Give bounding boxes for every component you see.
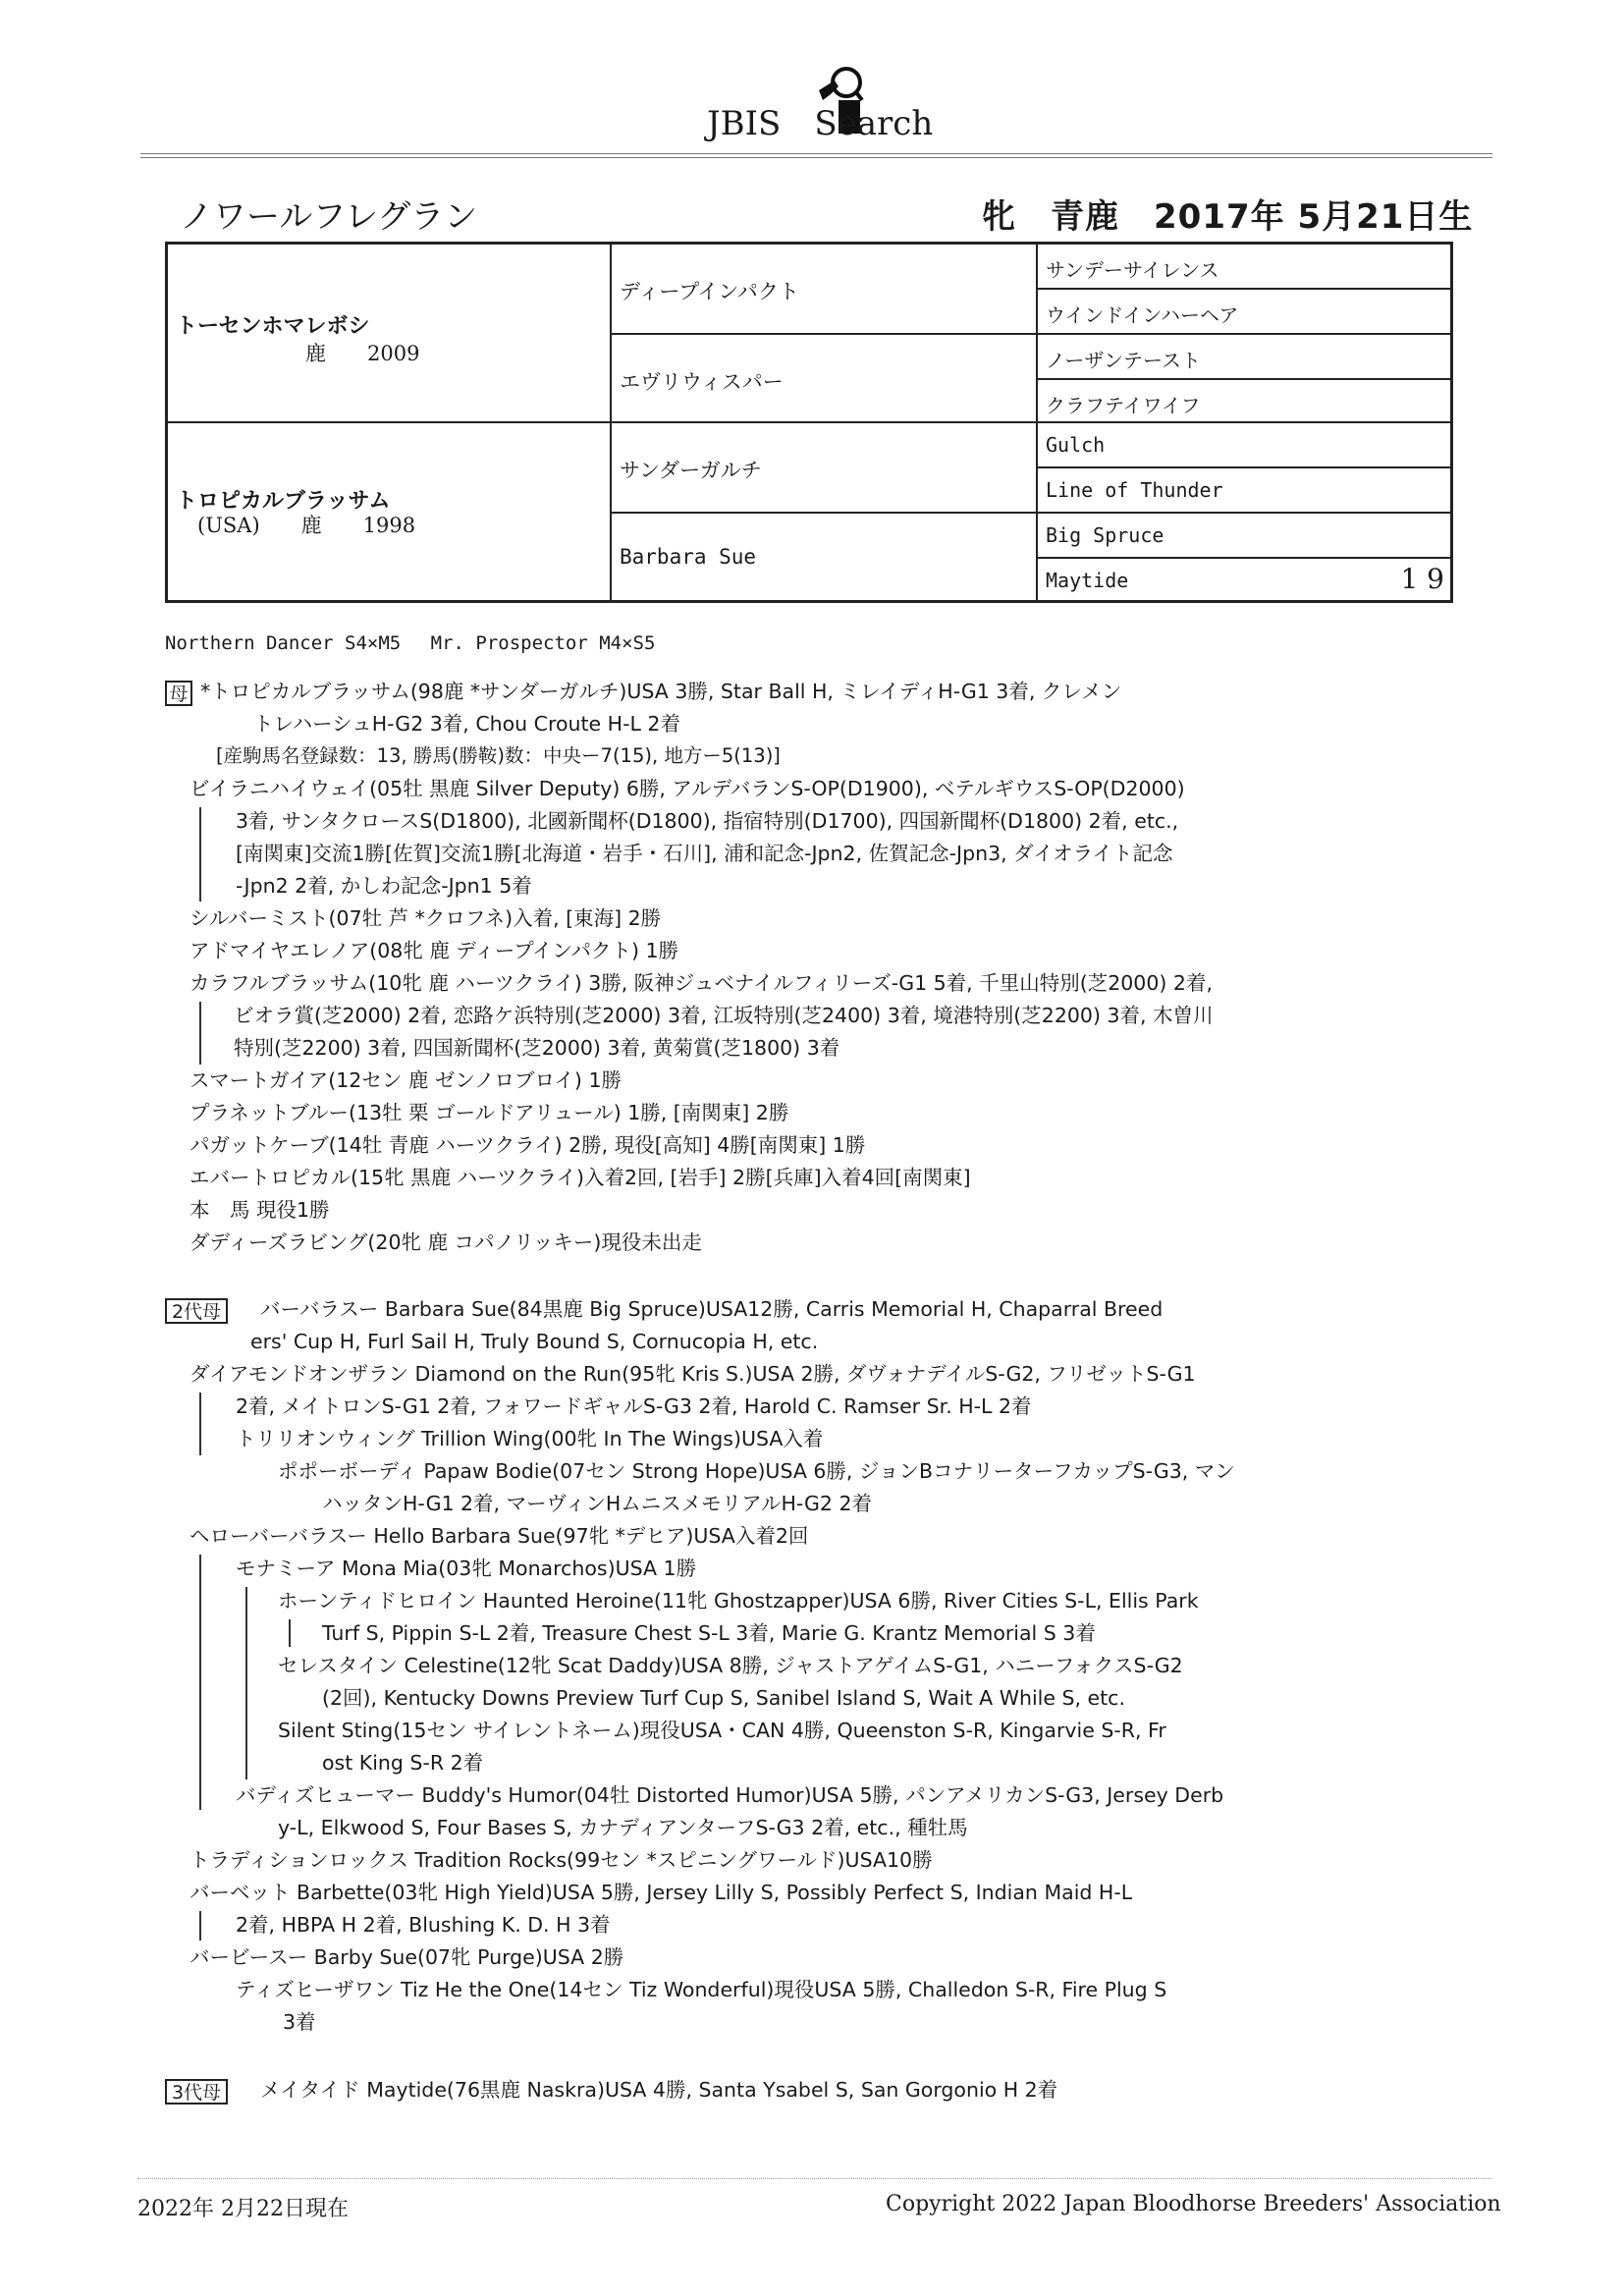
pedigree-dam-name: トロピカルブラッサム: [176, 489, 391, 514]
family-line: セレスタイン Celestine(12牝 Scat Daddy)USA 8勝, ジャストアゲイムS-G1, ハニーフォクスS-G2: [278, 1654, 1183, 1677]
progeny-line: シルバーミスト(07牡 芦 *クロフネ)入着, [東海] 2勝: [189, 906, 662, 930]
pedigree-g2-name: エヴリウィスパー: [620, 370, 784, 394]
pedigree-g3-name: Gulch: [1046, 433, 1106, 457]
horse-name: ノワールフレグラン: [180, 197, 478, 237]
progeny-line: プラネットブルー(13牡 栗 ゴールドアリュール) 1勝, [南関東] 2勝: [189, 1101, 789, 1124]
pedigree-sire-cell: [168, 245, 612, 423]
progeny-line: ビオラ賞(芝2000) 2着, 恋路ケ浜特別(芝2000) 3着, 江坂特別(芝2400) 3着, 境港特別(芝2200) 3着, 木曽川: [234, 1004, 1214, 1027]
family-line: y-L, Elkwood S, Four Bases S, カナディアンターフS-G3 2着, etc., 種牡馬: [278, 1816, 968, 1839]
header-rule-top: [140, 153, 1492, 154]
pedigree-sire-name: トーセンホマレボシ: [176, 314, 370, 339]
family-line: ホーンティドヒロイン Haunted Heroine(11牝 Ghostzapper)USA 6勝, River Cities S-L, Ellis Park: [278, 1589, 1199, 1613]
logo-search-text: Search: [814, 104, 934, 143]
pedigree-g2-cell: [612, 245, 1038, 335]
footer-rule: [137, 2178, 1492, 2179]
family-line: バディズヒューマー Buddy's Humor(04牡 Distorted Humor)USA 5勝, パンアメリカンS-G3, Jersey Derb: [236, 1783, 1224, 1807]
pedigree-g3-cell: [1038, 380, 1450, 423]
progeny-indent-bar: [199, 807, 201, 902]
family-indent-bar: [199, 1393, 201, 1455]
progeny-line: 特別(芝2200) 3着, 四国新聞杯(芝2000) 3着, 黄菊賞(芝1800) 3着: [234, 1036, 840, 1060]
section-box-2nd-dam: 2代母: [165, 1298, 228, 1324]
third-dam-line: メイタイド Maytide(76黒鹿 Naskra)USA 4勝, Santa Ysabel S, San Gorgonio H 2着: [260, 2078, 1058, 2102]
pedigree-g3-cell: [1038, 335, 1450, 380]
family-indent-bar: [199, 1555, 201, 1810]
section-box-3rd-dam: 3代母: [165, 2079, 228, 2105]
inbreeding-line: Northern Dancer S4×M5 Mr. Prospector M4×S5: [165, 632, 656, 654]
family-line: ヘローバーバラスー Hello Barbara Sue(97牝 *デヒア)USA入着2回: [189, 1524, 809, 1548]
family-indent-bar: [245, 1587, 247, 1779]
pedigree-g3-cell: [1038, 559, 1450, 600]
pedigree-g3-cell: [1038, 290, 1450, 335]
pedigree-g3-name: クラフテイワイフ: [1046, 394, 1201, 417]
section-box-dam: 母: [165, 681, 192, 706]
footer-copyright: Copyright 2022 Japan Bloodhorse Breeders' Association: [886, 2192, 1501, 2216]
family-line: ティズヒーザワン Tiz He the One(14セン Tiz Wonderful)現役USA 5勝, Challedon S-R, Fire Plug S: [236, 1978, 1167, 2001]
family-line: 2着, メイトロンS-G1 2着, フォワードギャルS-G3 2着, Harold C. Ramser Sr. H-L 2着: [236, 1394, 1032, 1418]
family-line: ost King S-R 2着: [322, 1751, 484, 1775]
family-line: トラディションロックス Tradition Rocks(99セン *スピニングワールド)USA10勝: [189, 1848, 933, 1872]
family-line: バーベット Barbette(03牝 High Yield)USA 5勝, Jersey Lilly S, Possibly Perfect S, Indian Maid H-L: [189, 1881, 1133, 1904]
pedigree-g3-cell: [1038, 245, 1450, 290]
progeny-line: ビイラニハイウェイ(05牡 黒鹿 Silver Deputy) 6勝, アルデバランS-OP(D1900), ベテルギウスS-OP(D2000): [189, 777, 1185, 800]
progeny-line: スマートガイア(12セン 鹿 ゼンノロブロイ) 1勝: [189, 1068, 622, 1092]
progeny-line: パガットケーブ(14牡 青鹿 ハーツクライ) 2勝, 現役[高知] 4勝[南関東] 1勝: [189, 1133, 866, 1157]
horse-sex-color-birth: 牝 青鹿 2017年 5月21日生: [982, 197, 1474, 237]
dam-line: トレハーシュH-G2 3着, Chou Croute H-L 2着: [253, 712, 680, 736]
pedigree-g3-name: サンデーサイレンス: [1046, 258, 1219, 282]
pedigree-g3-cell: [1038, 514, 1450, 559]
progeny-line-this-horse: 本 馬 現役1勝: [189, 1198, 330, 1222]
family-indent-bar: [199, 1911, 201, 1941]
pedigree-g2-name: ディープインパクト: [620, 280, 799, 303]
second-dam-line: ers' Cup H, Furl Sail H, Truly Bound S, Cornucopia H, etc.: [250, 1330, 819, 1353]
family-indent-bar: [289, 1619, 291, 1647]
progeny-line: [南関東]交流1勝[佐賀]交流1勝[北海道・岩手・石川], 浦和記念-Jpn2, 佐賀記念-Jpn3, ダイオライト記念: [236, 842, 1173, 865]
pedigree-dam-detail: (USA) 鹿 1998: [197, 514, 416, 537]
progeny-line: ダディーズラビング(20牝 鹿 コパノリッキー)現役未出走: [189, 1230, 702, 1254]
header-rule-bottom: [140, 157, 1492, 158]
pedigree-dam-cell: [168, 423, 612, 600]
pedigree-g3-name: ノーザンテースト: [1046, 349, 1201, 372]
pedigree-sire-detail: 鹿 2009: [305, 342, 420, 365]
progeny-indent-bar: [199, 1002, 201, 1065]
second-dam-line: バーバラスー Barbara Sue(84黒鹿 Big Spruce)USA12勝, Carris Memorial H, Chaparral Breed: [260, 1297, 1164, 1321]
footer-date: 2022年 2月22日現在: [137, 2197, 349, 2221]
progeny-line: カラフルブラッサム(10牝 鹿 ハーツクライ) 3勝, 阪神ジュベナイルフィリーズ-G1 5着, 千里山特別(芝2000) 2着,: [189, 971, 1213, 995]
pedigree-g2-cell: [612, 335, 1038, 423]
family-number: 1 9: [1400, 563, 1444, 595]
pedigree-table: [165, 242, 1453, 603]
dam-line: *トロピカルブラッサム(98鹿 *サンダーガルチ)USA 3勝, Star Ball H, ミレイディH-G1 3着, クレメン: [200, 680, 1122, 703]
family-line: ダイアモンドオンザラン Diamond on the Run(95牝 Kris S.)USA 2勝, ダヴォナデイルS-G2, フリゼットS-G1: [189, 1362, 1196, 1386]
pedigree-g3-cell: [1038, 423, 1450, 468]
pedigree-g3-name: Line of Thunder: [1046, 478, 1223, 502]
progeny-line: アドマイヤエレノア(08牝 鹿 ディープインパクト) 1勝: [189, 939, 678, 962]
family-line: 3着: [283, 2010, 316, 2034]
pedigree-g2-name: サンダーガルチ: [620, 459, 762, 482]
family-line: トリリオンウィング Trillion Wing(00牝 In The Wings)USA入着: [236, 1427, 824, 1450]
pedigree-g3-name: Maytide: [1046, 569, 1129, 592]
family-line: Turf S, Pippin S-L 2着, Treasure Chest S-L 3着, Marie G. Krantz Memorial S 3着: [322, 1621, 1096, 1645]
pedigree-g3-name: ウインドインハーヘア: [1046, 303, 1239, 327]
family-line: ハッタンH-G1 2着, マーヴィンHムニスメモリアルH-G2 2着: [322, 1492, 872, 1515]
pedigree-g2-name: Barbara Sue: [620, 545, 757, 569]
family-line: バービースー Barby Sue(07牝 Purge)USA 2勝: [189, 1945, 624, 1969]
pedigree-g3-cell: [1038, 468, 1450, 514]
family-line: Silent Sting(15セン サイレントネーム)現役USA・CAN 4勝, Queenston S-R, Kingarvie S-R, Fr: [278, 1719, 1166, 1742]
logo-jbis-text: JBIS: [707, 104, 782, 143]
progeny-line: -Jpn2 2着, かしわ記念-Jpn1 5着: [236, 874, 532, 898]
pedigree-g2-cell: [612, 423, 1038, 514]
family-line: モナミーア Mona Mia(03牝 Monarchos)USA 1勝: [236, 1557, 697, 1580]
family-line: (2回), Kentucky Downs Preview Turf Cup S, Sanibel Island S, Wait A While S, etc.: [322, 1686, 1125, 1710]
family-line: 2着, HBPA H 2着, Blushing K. D. H 3着: [236, 1913, 611, 1937]
pedigree-g3-name: Big Spruce: [1046, 523, 1164, 547]
progeny-stats: [産駒馬名登録数：13, 勝馬(勝鞍)数：中央ー7(15), 地方ー5(13)]: [216, 744, 781, 767]
progeny-line: 3着, サンタクロースS(D1800), 北國新聞杯(D1800), 指宿特別(D1700), 四国新聞杯(D1800) 2着, etc.,: [236, 809, 1179, 833]
pedigree-g2-cell: [612, 514, 1038, 600]
progeny-line: エバートロピカル(15牝 黒鹿 ハーツクライ)入着2回, [岩手] 2勝[兵庫]入着4回[南関東]: [189, 1166, 971, 1189]
family-line: ポポーボーディ Papaw Bodie(07セン Strong Hope)USA 6勝, ジョンBコナリーターフカップS-G3, マン: [278, 1459, 1235, 1483]
jbis-search-logo: [707, 61, 943, 149]
